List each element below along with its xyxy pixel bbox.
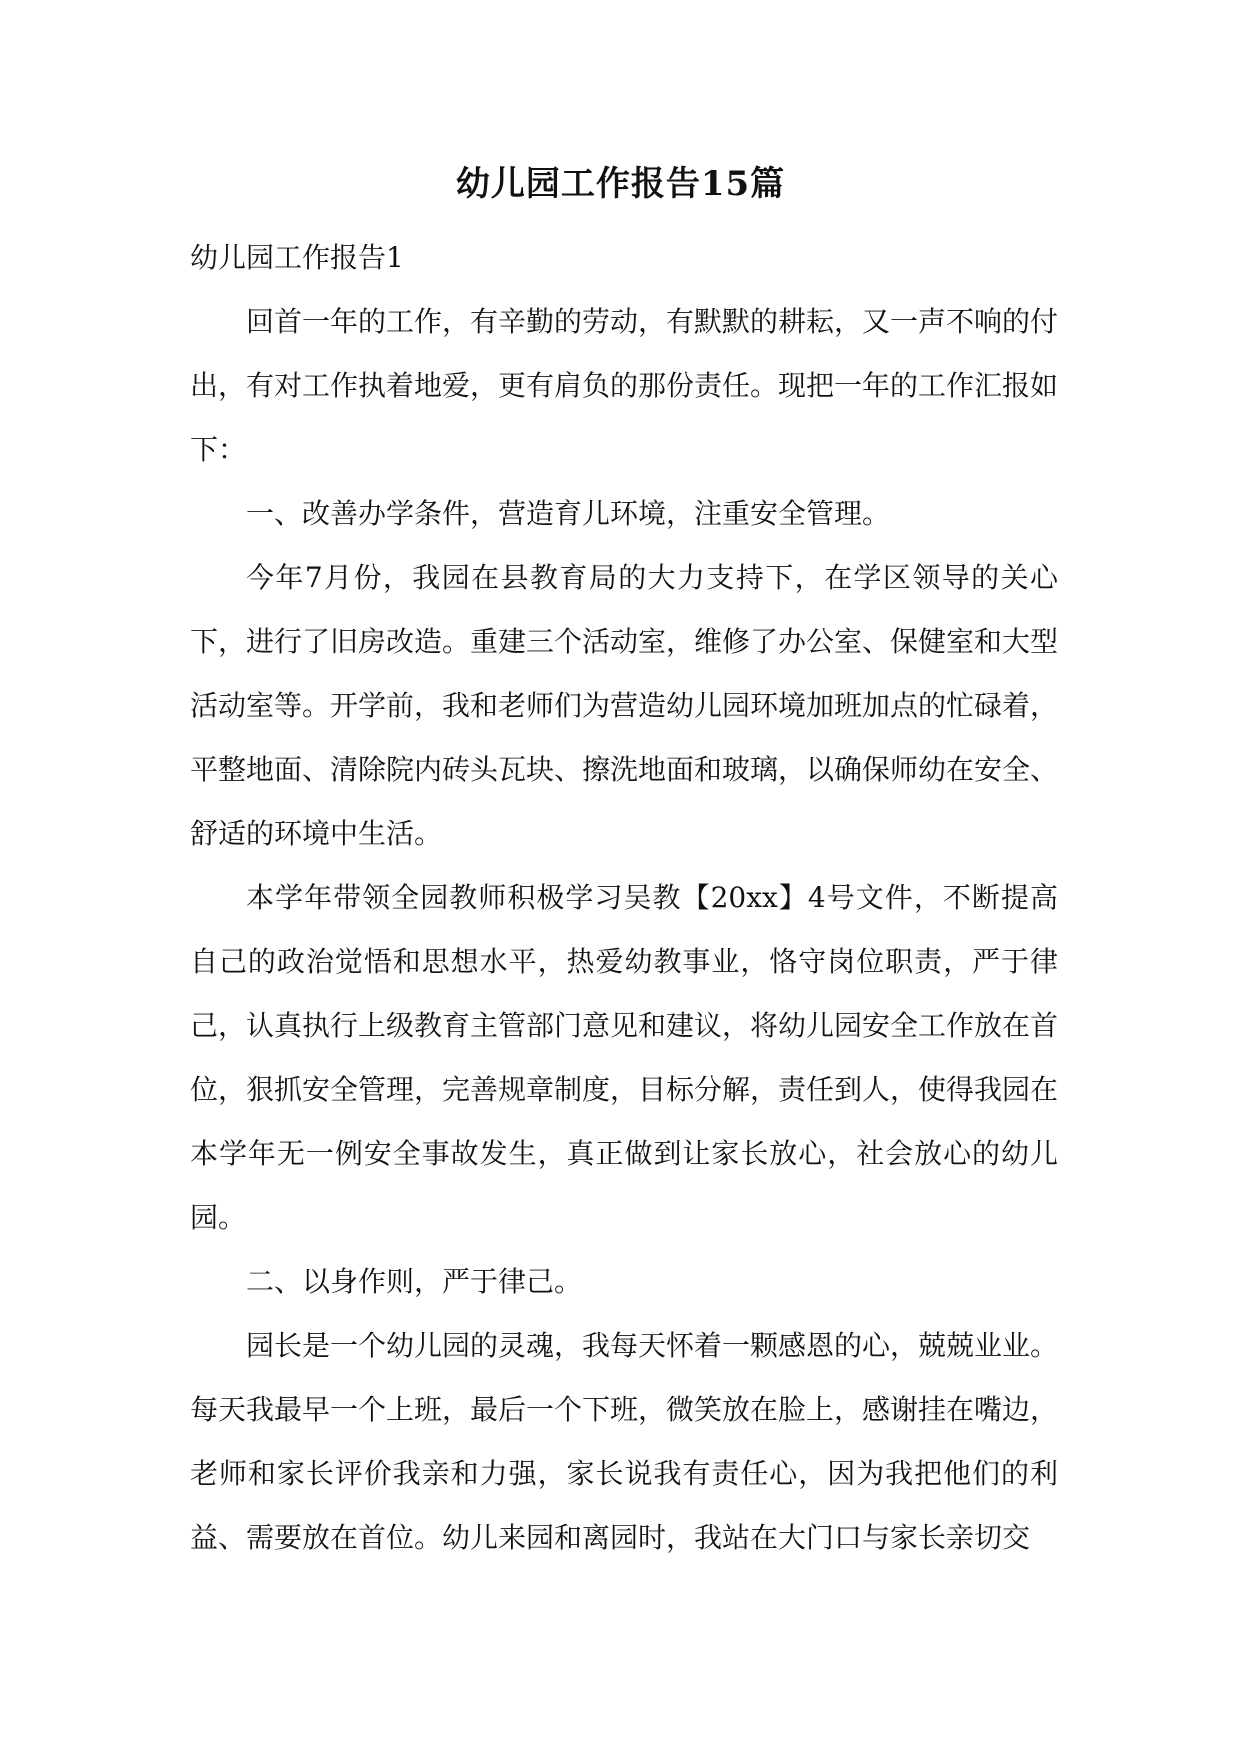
- paragraph-section-two-heading: 二、以身作则，严于律己。: [246, 1265, 583, 1298]
- document-title: 幼儿园工作报告15篇: [455, 164, 786, 204]
- document-body: [190, 226, 1058, 1570]
- paragraph-principal-role: 园长是一个幼儿园的灵魂，我每天怀着一颗感恩的心，兢兢业业。每天我最早一个上班，最后一个下班，微笑放在脸上，感谢挂在嘴边，老师和家长评价我亲和力强，家长说我有责任心，因为我把他们的利益、需要放在首位。幼儿来园和离园时，我站在大门口与家长亲切交: [190, 1329, 1059, 1554]
- paragraph-intro: 回首一年的工作，有辛勤的劳动，有默默的耕耘，又一声不响的付出，有对工作执着地爱，更有肩负的那份责任。现把一年的工作汇报如下：: [190, 305, 1059, 466]
- paragraph-safety-management: 本学年带领全园教师积极学习吴教【20xx】4号文件，不断提高自己的政治觉悟和思想水平，热爱幼教事业，恪守岗位职责，严于律己，认真执行上级教育主管部门意见和建议，将幼儿园安全工作放在首位，狠抓安全管理，完善规章制度，目标分解，责任到人，使得我园在本学年无一例安全事故发生，真正做到让家长放心，社会放心的幼儿园。: [190, 881, 1059, 1234]
- section-heading: 幼儿园工作报告1: [190, 241, 404, 274]
- paragraph-renovation: 今年7月份，我园在县教育局的大力支持下，在学区领导的关心下，进行了旧房改造。重建三个活动室，维修了办公室、保健室和大型活动室等。开学前，我和老师们为营造幼儿园环境加班加点的忙碌着，平整地面、清除院内砖头瓦块、擦洗地面和玻璃，以确保师幼在安全、舒适的环境中生活。: [190, 561, 1059, 850]
- paragraph-section-one-heading: 一、改善办学条件，营造育儿环境，注重安全管理。: [246, 497, 891, 530]
